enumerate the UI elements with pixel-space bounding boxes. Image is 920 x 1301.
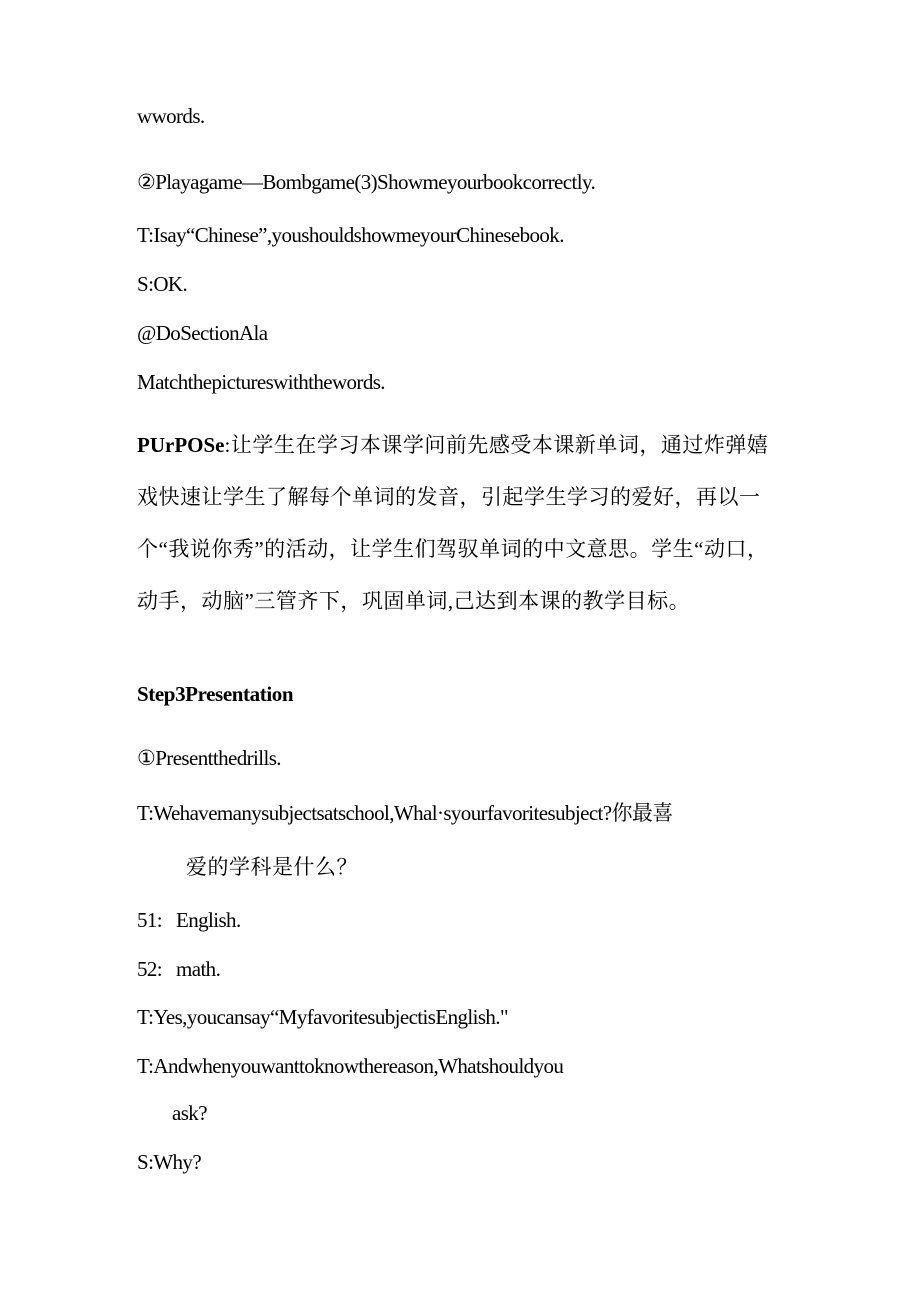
purpose-paragraph [137, 419, 787, 627]
text-line-teacher-favorite: T:Yes,youcansay“MyfavoritesubjectisEnglish." [137, 1005, 508, 1029]
text-line-s2-math: 52: math. [137, 957, 221, 981]
text-line-wwords: wwords. [137, 104, 205, 128]
purpose-text: :让学生在学习本课学问前先感受本课新单词，通过炸弹嬉戏快速让学生了解每个单词的发音，引起学生学习的爱好，再以一个“我说你秀”的活动，让学生们驾驭单词的中文意思。学生“动口，动手，动脑”三管齐下，巩固单词,己达到本课的教学目标。 [137, 433, 769, 613]
text-line-play-game: ②Playagame—Bombgame(3)Showmeyourbookcorrectly. [137, 170, 596, 194]
text-line-s1-english: 51: English. [137, 908, 241, 932]
purpose-label: PUrPOSe [137, 433, 225, 457]
text-line-question-translation: 爱的学科是什么？ [186, 855, 358, 879]
text-line-teacher-question: T:Wehavemanysubjectsatschool,Whal·syourfavoritesubject?你最喜 [137, 801, 673, 825]
text-line-match-pictures: Matchthepictureswiththewords. [137, 370, 385, 394]
text-line-student-why: S:Why? [137, 1150, 202, 1174]
text-line-teacher-reason: T:Andwhenyouwanttoknowthereason,Whatshouldyou [137, 1054, 564, 1078]
text-line-student-ok: S:OK. [137, 272, 188, 296]
text-line-teacher-chinese: T:Isay“Chinese”,youshouldshowmeyourChinesebook. [137, 223, 564, 247]
text-line-section-a1a: @DoSectionAla [137, 321, 268, 345]
step-heading: Step3Presentation [137, 682, 294, 706]
text-line-ask: ask? [172, 1101, 207, 1125]
text-line-present-drills: ①Presentthedrills. [137, 746, 281, 770]
